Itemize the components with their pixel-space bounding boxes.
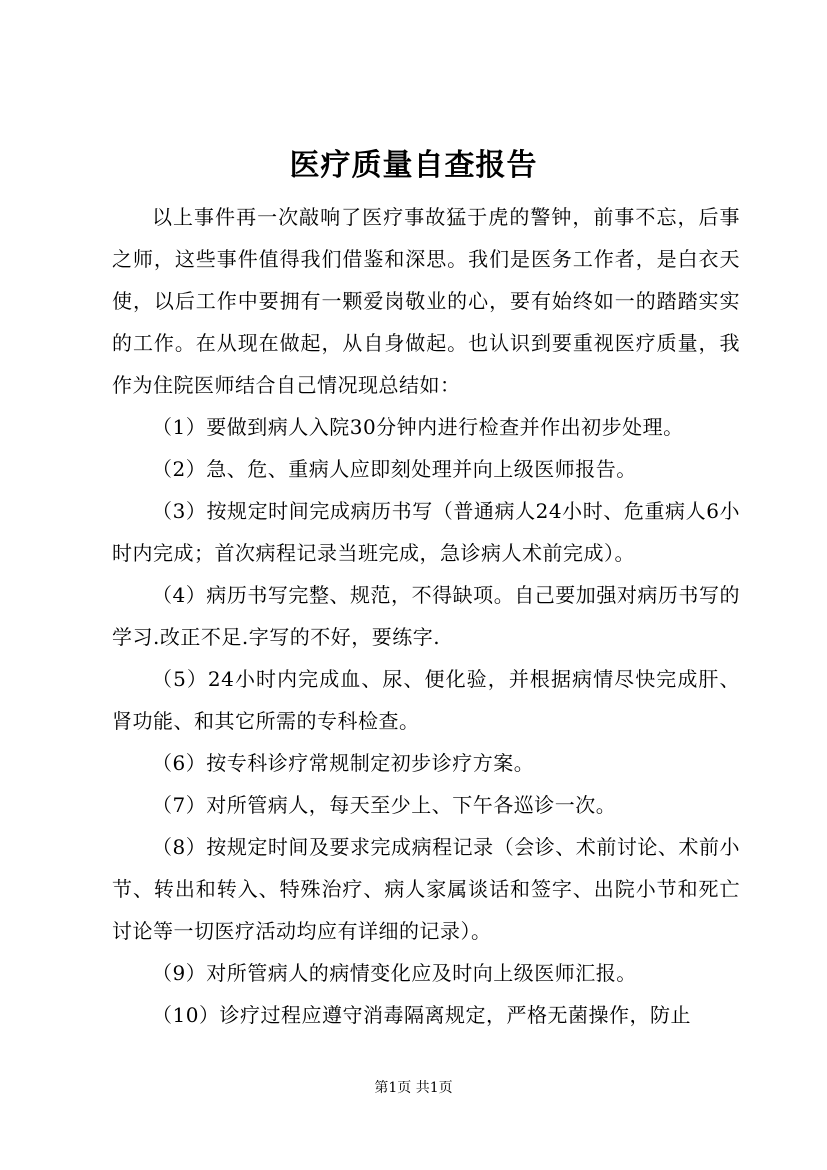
document-body <box>112 196 740 1036</box>
list-item-1: （1）要做到病人入院30分钟内进行检查并作出初步处理。 <box>152 415 684 439</box>
list-item-3: （3）按规定时间完成病历书写（普通病人24小时、危重病人6小时内完成；首次病程记录当班完成，急诊病人术前完成）。 <box>112 499 740 565</box>
list-item-2: （2）急、危、重病人应即刻处理并向上级医师报告。 <box>152 457 637 481</box>
list-item-5: （5）24小时内完成血、尿、便化验，并根据病情尽快完成肝、肾功能、和其它所需的专科检查。 <box>112 667 740 733</box>
document-title: 医疗质量自查报告 <box>289 148 538 183</box>
list-item-4: （4）病历书写完整、规范，不得缺项。自己要加强对病历书写的学习.改正不足.字写的不好，要练字. <box>112 583 740 649</box>
list-item-10: （10）诊疗过程应遵守消毒隔离规定，严格无菌操作，防止 <box>152 1003 691 1027</box>
page-footer: 第1页 共1页 <box>374 1080 453 1096</box>
intro-paragraph: 以上事件再一次敲响了医疗事故猛于虎的警钟，前事不忘，后事之师，这些事件值得我们借鉴和深思。我们是医务工作者，是白衣天使，以后工作中要拥有一颗爱岗敬业的心，要有始终如一的踏踏实实的工作。在从现在做起，从自身做起。也认识到要重视医疗质量，我作为住院医师结合自己情况现总结如： <box>112 205 740 397</box>
list-item-7: （7）对所管病人，每天至少上、下午各巡诊一次。 <box>152 793 617 817</box>
list-item-6: （6）按专科诊疗常规制定初步诊疗方案。 <box>152 751 535 775</box>
list-item-9: （9）对所管病人的病情变化应及时向上级医师汇报。 <box>152 961 637 985</box>
list-item-8: （8）按规定时间及要求完成病程记录（会诊、术前讨论、术前小节、转出和转入、特殊治疗、病人家属谈话和签字、出院小节和死亡讨论等一切医疗活动均应有详细的记录）。 <box>112 835 740 943</box>
